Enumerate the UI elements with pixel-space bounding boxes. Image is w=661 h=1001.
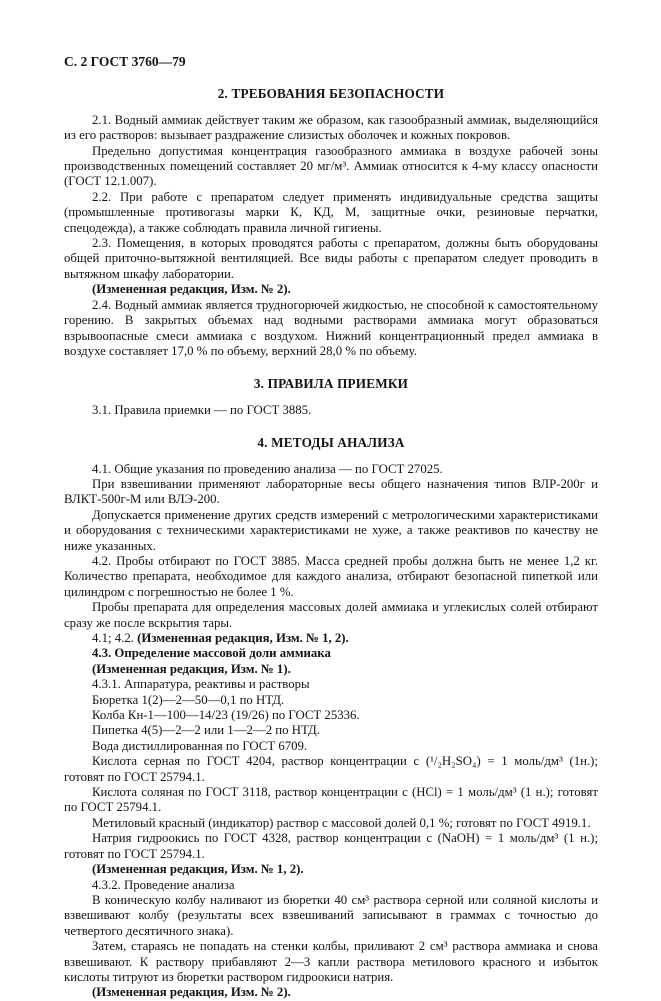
section-heading-safety: 2. ТРЕБОВАНИЯ БЕЗОПАСНОСТИ xyxy=(217,86,445,102)
paragraph-samples: Пробы препарата для определения массовых долей аммиака и углекислых солей отбирают сразу же после вскрытия тары. xyxy=(64,600,598,630)
reagent-item-flask: Колба Кн-1—100—14/23 (19/26) по ГОСТ 25336. xyxy=(92,708,360,723)
amendment-note: (Измененная редакция, Изм. № 1). xyxy=(92,661,291,676)
amendment-prefix: 4.1; 4.2. xyxy=(92,631,138,645)
section-heading-methods: 4. МЕТОДЫ АНАЛИЗА xyxy=(257,435,405,451)
amendment-note: (Измененная редакция, Изм. № 1, 2). xyxy=(92,862,304,877)
document-body xyxy=(64,86,598,1000)
paragraph-analysis-2: Затем, стараясь не попадать на стенки колбы, приливают 2 см³ раствора аммиака и снова взвешивают. К раствору прибавляют 2—3 капли раствора метилового красного и избыток кислоты титруют из бюретки раствором гидроокиси натрия. xyxy=(64,939,598,984)
reagent-item-sodium-hydroxide: Натрия гидроокись по ГОСТ 4328, раствор концентрации с (NaOH) = 1 моль/дм³ (1 н.); готовят по ГОСТ 25794.1. xyxy=(64,831,598,861)
paragraph-2-2: 2.2. При работе с препаратом следует применять индивидуальные средства защиты (промышленные противогазы марки К, КД, М, защитные очки, резиновые перчатки, спецодежда), а также соблюдать правила личной гигиены. xyxy=(64,189,598,235)
paragraph-4-2: 4.2. Пробы отбирают по ГОСТ 3885. Масса средней пробы должна быть не менее 1,2 кг. Количество препарата, необходимое для каждого анализа, отбирают безопасной пипеткой или цилиндром с погрешностью не более 1 %. xyxy=(64,553,598,599)
paragraph-4-3-1: 4.3.1. Аппаратура, реактивы и растворы xyxy=(92,677,310,692)
reagent-item-methyl-red: Метиловый красный (индикатор) раствор с массовой долей 0,1 %; готовят по ГОСТ 4919.1. xyxy=(92,815,591,830)
page-header: С. 2 ГОСТ 3760—79 xyxy=(64,54,186,69)
paragraph-2-4: 2.4. Водный аммиак является трудногорючей жидкостью, не способной к самостоятельному горению. В закрытых объемах над водными растворами аммиака могут образоваться взрывоопасные смеси аммиака с воздухом. Нижний концентрационный предел аммиака в воздухе составляет 17,0 % по объему, верхний 28,0 % по объему. xyxy=(64,297,598,358)
paragraph-3-1: 3.1. Правила приемки — по ГОСТ 3885. xyxy=(92,402,312,417)
paragraph-2-1: 2.1. Водный аммиак действует таким же образом, как газообразный аммиак, выделяющийся из его растворов: вызывает раздражение слизистых оболочек и кожных покровов. xyxy=(64,112,598,143)
paragraph-4-1: 4.1. Общие указания по проведению анализа — по ГОСТ 27025. xyxy=(92,461,443,476)
paragraph-analysis-1: В коническую колбу наливают из бюретки 40 см³ раствора серной или соляной кислоты и взвешивают колбу (результаты всех взвешиваний записывают в граммах с точностью до четвертого десятичного знака). xyxy=(64,892,598,938)
reagent-item-hydrochloric-acid: Кислота соляная по ГОСТ 3118, раствор концентрации с (HCl) = 1 моль/дм³ (1 н.); готовят по ГОСТ 25794.1. xyxy=(64,785,598,815)
reagent-item-burette: Бюретка 1(2)—2—50—0,1 по НТД. xyxy=(92,692,285,707)
reagent-item-water: Вода дистиллированная по ГОСТ 6709. xyxy=(92,738,308,753)
paragraph-other-means: Допускается применение других средств измерений с метрологическими характеристиками и оборудования с техническими характеристиками не хуже, а также реактивов по качеству не ниже указанных. xyxy=(64,507,598,553)
amendment-note: (Измененная редакция, Изм. № 2). xyxy=(92,282,291,297)
subsection-heading-4-3: 4.3. Определение массовой доли аммиака xyxy=(92,646,331,661)
section-heading-acceptance: 3. ПРАВИЛА ПРИЕМКИ xyxy=(253,376,409,392)
reagent-item-sulfuric-acid: Кислота серная по ГОСТ 4204, раствор концентрации с (¹/₂H₂SO₄) = 1 моль/дм³ (1н.); готовят по ГОСТ 25794.1. xyxy=(64,754,598,784)
paragraph-concentration-limit: Предельно допустимая концентрация газообразного аммиака в воздухе рабочей зоны производственных помещений составляет 20 мг/м³. Аммиак относится к 4-му классу опасности (ГОСТ 12.1.007). xyxy=(64,143,598,189)
amendment-note: (Измененная редакция, Изм. № 2). xyxy=(92,985,291,1000)
paragraph-scales: При взвешивании применяют лабораторные весы общего назначения типов ВЛР-200г и ВЛКТ-500г-М или ВЛЭ-200. xyxy=(64,476,598,507)
amendment-bold-text: (Измененная редакция, Изм. № 1, 2). xyxy=(137,631,349,645)
reagent-item-pipette: Пипетка 4(5)—2—2 или 1—2—2 по НТД. xyxy=(92,723,320,738)
paragraph-2-3: 2.3. Помещения, в которых проводятся работы с препаратом, должны быть оборудованы общей приточно-вытяжной вентиляцией. Все виды работы с препаратом следует проводить в вытяжном шкафу лаборатории. xyxy=(64,236,598,281)
amendment-note-4-1-4-2 xyxy=(64,631,598,646)
paragraph-4-3-2: 4.3.2. Проведение анализа xyxy=(92,877,235,892)
